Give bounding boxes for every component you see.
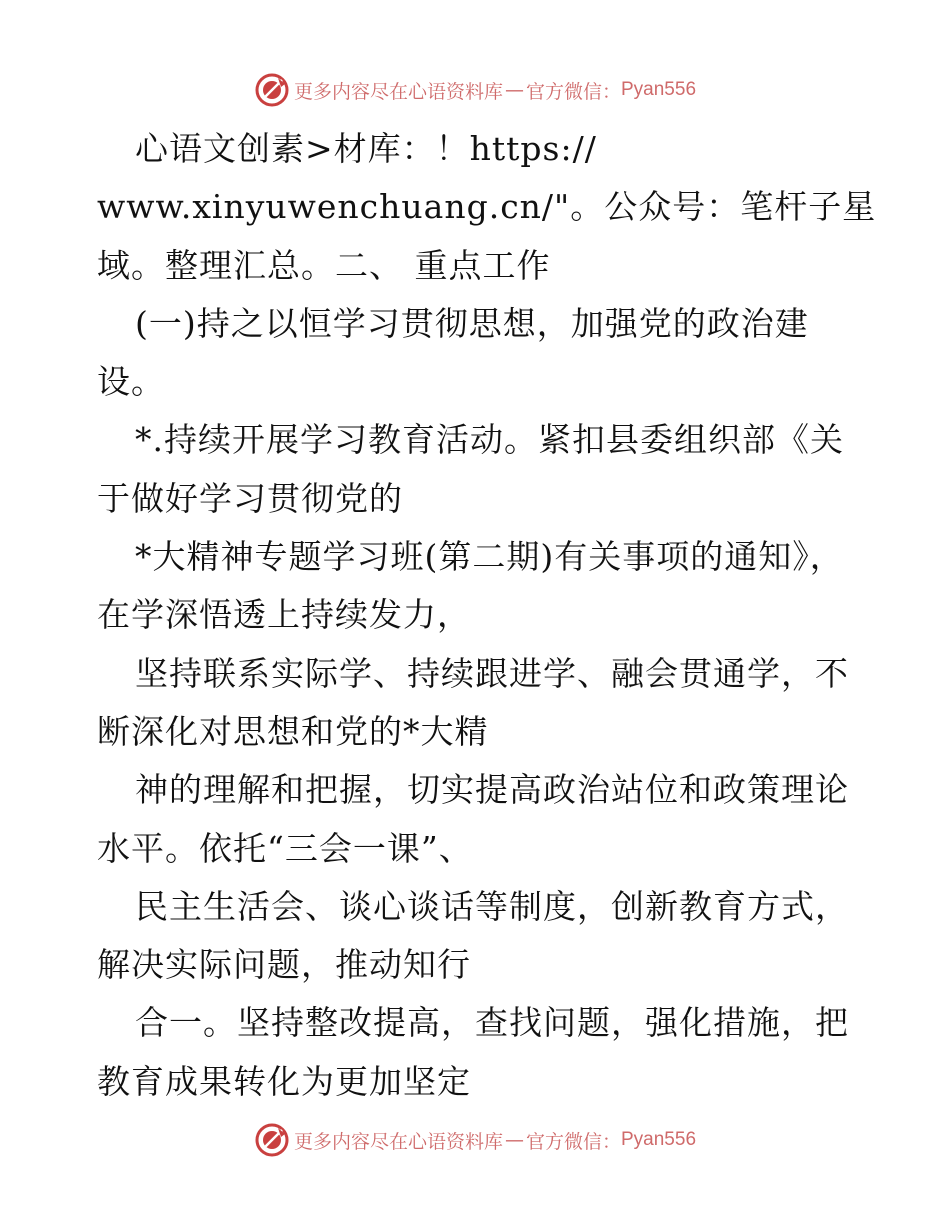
body-line: 神的理解和把握，切实提高政治站位和政策理论 bbox=[135, 770, 849, 810]
banner-wechat-id: Pyan556 bbox=[621, 79, 697, 100]
banner-text: 更多内容尽在心语资料库 bbox=[293, 80, 503, 103]
header-banner bbox=[0, 70, 950, 110]
banner-wechat-label: 官方微信： bbox=[525, 1130, 621, 1153]
body-line: 民主生活会、谈心谈话等制度，创新教育方式， bbox=[135, 886, 849, 926]
banner-wechat-label: 官方微信： bbox=[525, 80, 621, 103]
footer-banner bbox=[0, 1120, 950, 1160]
banner-separator: — bbox=[504, 1129, 524, 1151]
body-line: 教育成果转化为更加坚定 bbox=[97, 1061, 471, 1101]
banner-separator: — bbox=[504, 79, 524, 101]
body-line: 在学深悟透上持续发力， bbox=[97, 595, 471, 635]
seal-logo-icon bbox=[254, 1122, 290, 1158]
body-line: 解决实际问题，推动知行 bbox=[97, 945, 471, 985]
body-line: (一)持之以恒学习贯彻思想，加强党的政治建 bbox=[135, 303, 809, 343]
body-line: *大精神专题学习班(第二期)有关事项的通知》， bbox=[135, 537, 844, 577]
body-line: www.xinyuwenchuang.cn/"。公众号：笔杆子星 bbox=[97, 187, 877, 227]
body-line: 坚持联系实际学、持续跟进学、融会贯通学，不 bbox=[135, 653, 849, 693]
body-line: 合一。坚持整改提高，查找问题，强化措施，把 bbox=[135, 1003, 849, 1043]
body-line: 水平。依托“三会一课”、 bbox=[97, 828, 473, 868]
body-line: 于做好学习贯彻党的 bbox=[97, 478, 403, 518]
banner-wechat-id: Pyan556 bbox=[621, 1129, 697, 1150]
body-line: *.持续开展学习教育活动。紧扣县委组织部《关 bbox=[135, 420, 844, 460]
body-line: 域。整理汇总。二、 重点工作 bbox=[97, 245, 551, 285]
document-body bbox=[97, 120, 877, 1111]
seal-logo-icon bbox=[254, 72, 290, 108]
body-line: 断深化对思想和党的*大精 bbox=[97, 711, 489, 751]
banner-text: 更多内容尽在心语资料库 bbox=[293, 1130, 503, 1153]
body-line: 设。 bbox=[97, 362, 165, 402]
body-line: 心语文创素>材库：！https:// bbox=[135, 129, 597, 168]
